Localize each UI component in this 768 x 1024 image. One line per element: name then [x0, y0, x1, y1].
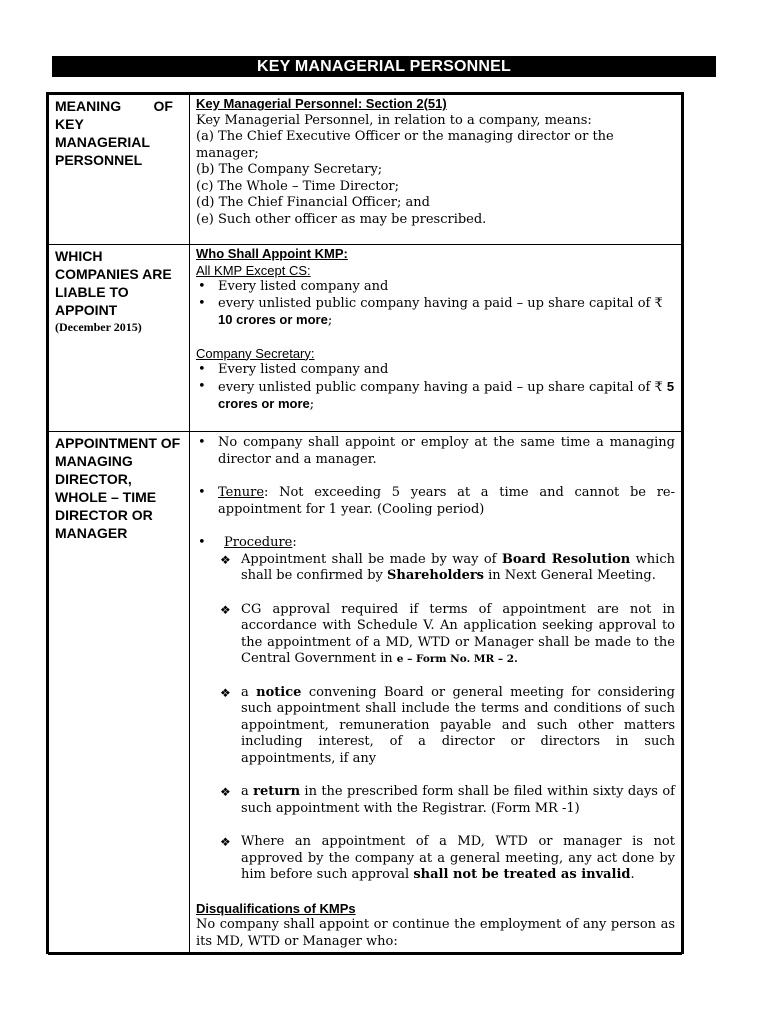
group-title: All KMP Except CS: [196, 262, 311, 278]
list-item [196, 296, 675, 330]
row-label-text: WHICH COMPANIES ARE LIABLE TO APPOINT [55, 248, 172, 318]
text-run: . [630, 867, 635, 882]
section-heading: Disqualifications of KMPs [196, 900, 356, 916]
bold-text: notice [256, 684, 302, 700]
text-run: convening Board or general meeting for considering such appointment shall include the terms and conditions of such appointment, remuneration payable and such other matters including interest, of a director or directors in such appointments, if any [241, 684, 675, 766]
punctuation: ; [309, 397, 315, 412]
bold-text: shall not be treated as invalid [413, 867, 631, 882]
list-item [196, 379, 675, 414]
table-row [49, 432, 682, 955]
row-label-text: MEANING OF KEY MANAGERIAL PERSONNEL [55, 98, 173, 168]
row-label-meaning [49, 95, 190, 245]
kmp-table [48, 94, 682, 955]
list-item [196, 535, 675, 552]
row-content-meaning [190, 95, 682, 245]
table-row [49, 95, 682, 245]
intro-text: Key Managerial Personnel, in relation to a company, means: [196, 112, 592, 128]
sub-list-item [196, 834, 675, 884]
sub-list-item [196, 552, 675, 585]
list-item-text: Every listed company and [218, 362, 389, 377]
row-content-appointment [190, 432, 682, 955]
list-item: (e) Such other officer as may be prescribed. [196, 211, 487, 227]
text-run: a [241, 784, 254, 799]
row-label-which-companies [49, 245, 190, 432]
list-item [196, 279, 675, 296]
punctuation: ; [327, 313, 333, 328]
text-run: in the prescribed form shall be filed within sixty days of such appointment with the Registrar. (Form MR -1) [241, 784, 675, 816]
row-label-appointment [49, 432, 190, 955]
section-heading: Key Managerial Personnel: Section 2(51) [196, 96, 447, 111]
text-run: CG approval required if terms of appointment are not in accordance with Schedule V. An application seeking approval to the appointment of a MD, WTD or Manager shall be made to the Central Government in [241, 601, 675, 666]
list-item: (c) The Whole – Time Director; [196, 178, 399, 194]
list-item [196, 435, 675, 468]
list-item-text: No company shall appoint or employ at the same time a managing director and a manager. [218, 435, 675, 467]
page-title: KEY MANAGERIAL PERSONNEL [52, 56, 716, 77]
table-row [49, 245, 682, 432]
text-run: a [241, 684, 257, 700]
text-run: Where an appointment of a MD, WTD or manager is not approved by the company at a general meeting, any act done by him before such approval [241, 834, 675, 882]
list-item [196, 485, 675, 518]
list-item-text: every unlisted public company having a paid – up share capital of ₹ [218, 379, 663, 395]
bold-text: Board Resolution [501, 551, 631, 567]
list-item: (a) The Chief Executive Officer or the managing director or the manager; [196, 129, 614, 161]
section-heading: Who Shall Appoint KMP: [196, 246, 348, 261]
sub-list-item [196, 602, 675, 668]
row-content-who-appoints [190, 245, 682, 432]
list-item-text: every unlisted public company having a paid – up share capital of ₹ [218, 295, 663, 311]
list-item: (d) The Chief Financial Officer; and [196, 195, 430, 210]
paragraph: No company shall appoint or continue the employment of any person as its MD, WTD or Manager who: [196, 917, 675, 949]
sub-list-item [196, 784, 675, 817]
bold-amount: 5 crores or more [218, 378, 675, 411]
bold-text: e – Form No. MR – 2. [396, 653, 518, 665]
list-item-text: : Not exceeding 5 years at a time and cannot be re-appointment for 1 year. (Cooling period) [218, 485, 675, 517]
punctuation: : [292, 535, 297, 550]
text-run: in Next General Meeting. [484, 568, 656, 583]
procedure-label: Procedure [224, 535, 293, 550]
list-item: (b) The Company Secretary; [196, 162, 383, 177]
bold-text: return [253, 784, 301, 799]
group-title: Company Secretary: [196, 345, 315, 361]
bold-text: Shareholders [387, 568, 485, 583]
bold-amount: 10 crores or more [218, 312, 328, 327]
tenure-label: Tenure [218, 485, 265, 500]
row-label-subtext: (December 2015) [55, 320, 142, 334]
text-run: which shall be confirmed by [241, 551, 675, 583]
list-item [196, 362, 675, 379]
list-item-text: Every listed company and [218, 279, 389, 294]
sub-list-item [196, 685, 675, 768]
text-run: Appointment shall be made by way of [241, 551, 502, 567]
row-label-text: APPOINTMENT OF MANAGING DIRECTOR, WHOLE – TIME DIRECTOR OR MANAGER [55, 435, 181, 541]
